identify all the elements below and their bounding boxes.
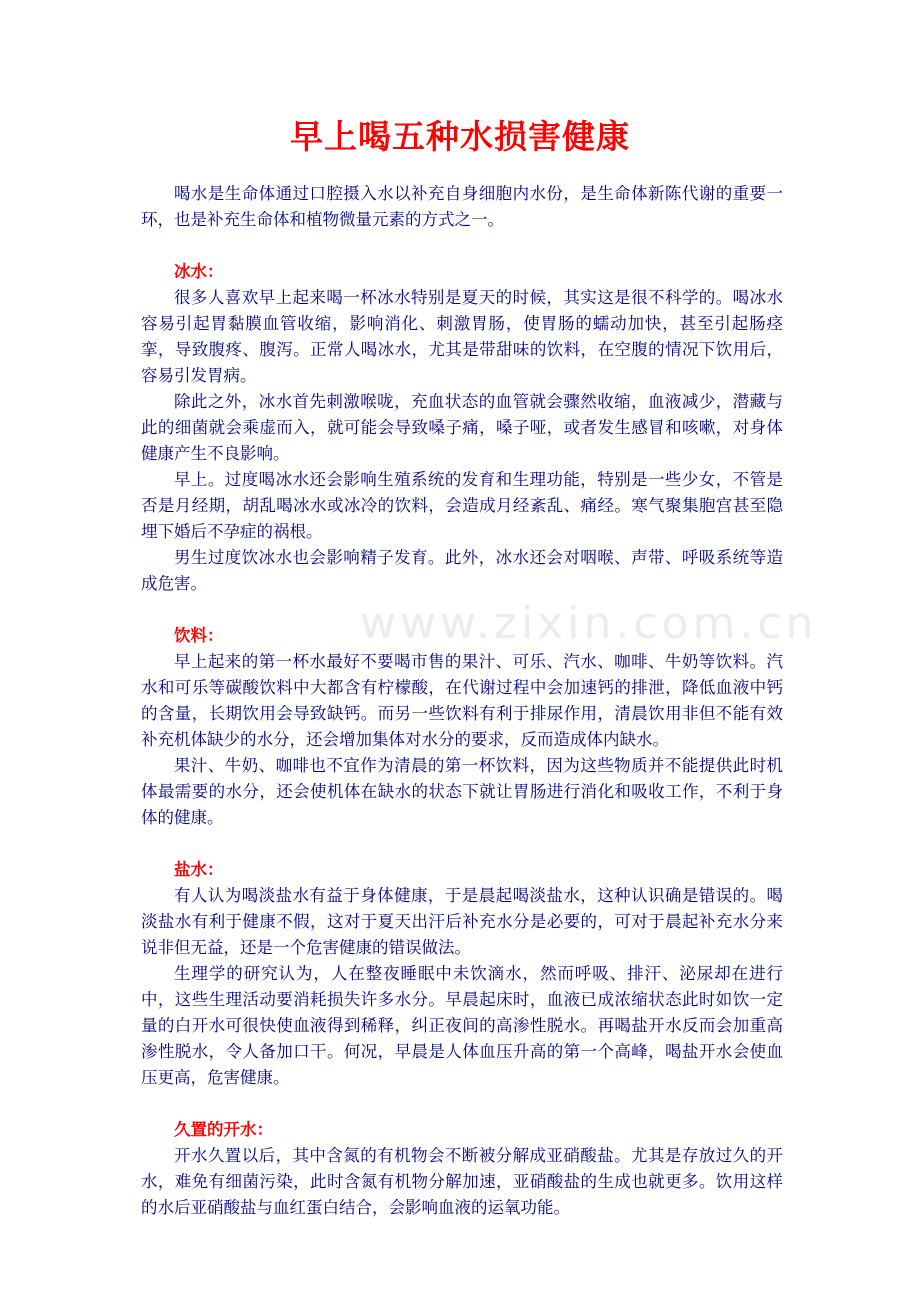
section-paragraph: 早上。过度喝冰水还会影响生殖系统的发育和生理功能，特别是一些少女，不管是否是月经期，胡乱喝冰水或冰冷的饮料，会造成月经紊乱、痛经。寒气聚集胞宫甚至隐埋下婚后不孕症的祸根。 — [141, 470, 783, 541]
section-salt-water — [141, 857, 783, 1091]
section-heading: 盐水： — [174, 860, 224, 879]
section-paragraph: 果汁、牛奶、咖啡也不宜作为清晨的第一杯饮料，因为这些物质并不能提供此时机体最需要的水分，还会使机体在缺水的状态下就让胃肠进行消化和吸收工作，不利于身体的健康。 — [141, 756, 783, 827]
section-paragraph: 早上起来的第一杯水最好不要喝市售的果汁、可乐、汽水、咖啡、牛奶等饮料。汽水和可乐等碳酸饮料中大都含有柠檬酸，在代谢过程中会加速钙的排泄，降低血液中钙的含量，长期饮用会导致缺钙。而另一些饮料有利于排尿作用，清晨饮用非但不能有效补充机体缺少的水分，还会增加集体对水分的要求，反而造成体内缺水。 — [141, 652, 783, 749]
section-paragraph: 除此之外，冰水首先刺激喉咙，充血状态的血管就会骤然收缩，血液减少，潜藏与此的细菌就会乘虚而入，就可能会导致嗓子痛，嗓子哑，或者发生感冒和咳嗽，对身体健康产生不良影响。 — [141, 392, 783, 463]
document-title: 早上喝五种水损害健康 — [290, 117, 630, 156]
section-ice-water — [141, 259, 783, 597]
section-paragraph: 有人认为喝淡盐水有益于身体健康，于是晨起喝淡盐水，这种认识确是错误的。喝淡盐水有利于健康不假，这对于夏天出汗后补充水分是必要的，可对于晨起补充水分来说非但无益，还是一个危害健康的错误做法。 — [141, 886, 783, 957]
section-paragraph: 男生过度饮冰水也会影响精子发育。此外，冰水还会对咽喉、声带、呼吸系统等造成危害。 — [141, 548, 783, 593]
section-beverages — [141, 623, 783, 831]
intro-paragraph: 喝水是生命体通过口腔摄入水以补充自身细胞内水份，是生命体新陈代谢的重要一环，也是补充生命体和植物微量元素的方式之一。 — [141, 184, 783, 229]
section-paragraph: 生理学的研究认为，人在整夜睡眠中未饮滴水，然而呼吸、排汗、泌尿却在进行中，这些生理活动要消耗损失许多水分。早晨起床时，血液已成浓缩状态此时如饮一定量的白开水可很快使血液得到稀释，纠正夜间的高渗性脱水。再喝盐开水反而会加重高渗性脱水，令人备加口干。何况，早晨是人体血压升高的第一个高峰，喝盐开水会使血压更高，危害健康。 — [141, 964, 783, 1087]
section-paragraph: 开水久置以后，其中含氮的有机物会不断被分解成亚硝酸盐。尤其是存放过久的开水，难免有细菌污染，此时含氮有机物分解加速，亚硝酸盐的生成也就更多。饮用这样的水后亚硝酸盐与血红蛋白结合，会影响血液的运氧功能。 — [141, 1146, 783, 1217]
section-stale-boiled-water — [141, 1117, 783, 1221]
document-body — [141, 181, 783, 1221]
section-paragraph: 很多人喜欢早上起来喝一杯冰水特别是夏天的时候，其实这是很不科学的。喝冰水容易引起胃黏膜血管收缩，影响消化、刺激胃肠，使胃肠的蠕动加快，甚至引起肠痉挛，导致腹疼、腹泻。正常人喝冰水，尤其是带甜味的饮料，在空腹的情况下饮用后，容易引发胃病。 — [141, 288, 783, 385]
section-heading: 久置的开水： — [174, 1120, 273, 1139]
section-heading: 饮料： — [174, 626, 224, 645]
section-heading: 冰水： — [174, 262, 224, 281]
watermark: www.zixin.com.cn — [360, 598, 818, 649]
